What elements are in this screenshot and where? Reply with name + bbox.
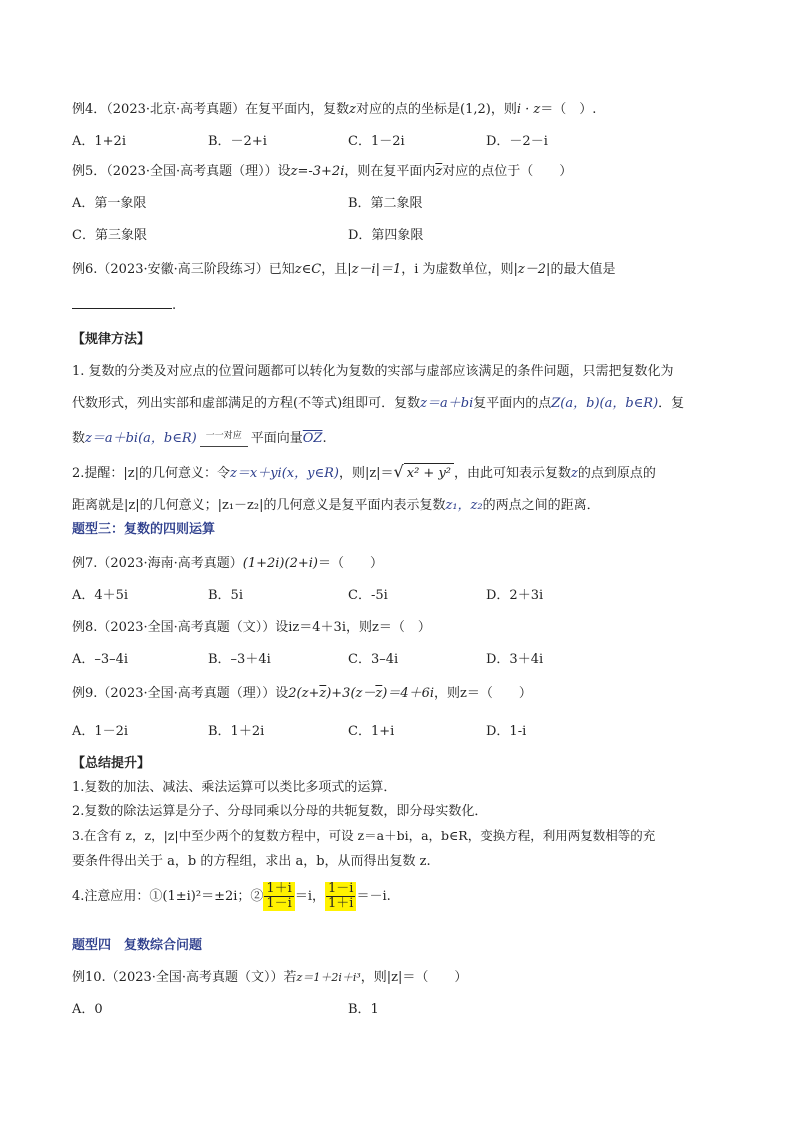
method-p1-line1: 1. 复数的分类及对应点的位置问题都可以转化为复数的实部与虚部应该满足的条件问题，只需把复数化为 bbox=[72, 364, 674, 379]
math-expr: |z－i|＝1 bbox=[347, 262, 402, 277]
option-d: D．第四象限 bbox=[348, 228, 424, 243]
text: ，则在复平面内 bbox=[344, 164, 436, 179]
math-conj: $\overline{z}$ bbox=[375, 686, 383, 701]
summary-line3b: 要条件得出关于 a，b 的方程组，求出 a，b，从而得出复数 z. bbox=[72, 854, 431, 869]
text: 例4．（2023·北京·高考真题）在复平面内，复数 bbox=[72, 102, 350, 117]
method-p2-line1 bbox=[72, 462, 656, 484]
option-b: B．–3＋4i bbox=[208, 652, 271, 667]
math-expr: 2(z+ bbox=[288, 686, 320, 701]
option-b: B．－2+i bbox=[208, 134, 267, 149]
summary-line4 bbox=[72, 882, 391, 912]
answer-blank-line bbox=[72, 296, 176, 316]
text: ，i 为虚数单位，则 bbox=[401, 262, 514, 277]
text: ＝（ ） bbox=[317, 556, 383, 571]
summary-line2: 2.复数的除法运算是分子、分母同乘以分母的共轭复数，即分母实数化． bbox=[72, 804, 488, 819]
sqrt-sign: √ bbox=[393, 462, 404, 481]
frac-num: 1－i bbox=[328, 881, 354, 896]
section-summary-title: 【总结提升】 bbox=[72, 756, 151, 771]
text: 例8.（2023·全国·高考真题（文））设 bbox=[72, 620, 289, 635]
example-5-stem bbox=[72, 162, 572, 182]
text: ，则 bbox=[490, 102, 517, 117]
example-8-stem bbox=[72, 618, 431, 638]
text: 例7.（2023·海南·高考真题） bbox=[72, 556, 243, 571]
text: ，则|z|＝（ ） bbox=[360, 970, 468, 985]
option-d: D．2＋3i bbox=[486, 588, 544, 603]
option-d: D．3＋4i bbox=[486, 652, 544, 667]
method-p2-line2 bbox=[72, 496, 600, 516]
text: . bbox=[322, 431, 327, 446]
text: 例5．（2023·全国·高考真题（理））设 bbox=[72, 164, 291, 179]
text: ＝－i. bbox=[356, 889, 391, 904]
text: ．复 bbox=[658, 396, 685, 411]
option-b: B．第二象限 bbox=[348, 196, 423, 211]
text: ，则|z|＝ bbox=[338, 466, 394, 481]
text: . bbox=[172, 298, 177, 313]
text: ，则z＝（ ） bbox=[434, 686, 532, 701]
text: ，且 bbox=[321, 262, 348, 277]
answer-blank bbox=[72, 296, 172, 309]
section-type4-title: 题型四 复数综合问题 bbox=[72, 938, 203, 953]
text: 复平面内的点 bbox=[473, 396, 552, 411]
text: ，则z＝（ ） bbox=[345, 620, 431, 635]
math-expr: Z(a，b)(a，b∈R) bbox=[551, 396, 659, 411]
section-method-title: 【规律方法】 bbox=[72, 332, 151, 347]
math-expr: z=-3+2i bbox=[290, 164, 345, 179]
option-c: C．1－2i bbox=[348, 134, 405, 149]
section-type3-title: 题型三：复数的四则运算 bbox=[72, 522, 216, 537]
option-c: C．-5i bbox=[348, 588, 388, 603]
example-7-stem bbox=[72, 554, 383, 574]
option-a: A．–3–4i bbox=[72, 652, 129, 667]
text: 2.提醒：|z|的几何意义：令 bbox=[72, 466, 231, 481]
fraction-2 bbox=[325, 882, 356, 911]
fraction-1 bbox=[263, 882, 294, 911]
text: ，由此可知表示复数 bbox=[454, 466, 572, 481]
math-conj: $\overline{z}$ bbox=[435, 164, 443, 179]
math-expr: )＝4＋6i bbox=[382, 686, 435, 701]
text: ＝（ ）. bbox=[540, 102, 597, 117]
option-c: C．3–4i bbox=[348, 652, 399, 667]
one-to-one-arrow: 一一对应 bbox=[200, 426, 248, 447]
math-expr: z＝x＋yi(x，y∈R) bbox=[230, 466, 339, 481]
math-expr: iz＝4＋3i bbox=[288, 620, 346, 635]
text: 数 bbox=[72, 431, 86, 446]
option-a: A．1－2i bbox=[72, 724, 129, 739]
text: 的点到原点的 bbox=[577, 466, 656, 481]
option-b: B．1 bbox=[348, 1002, 379, 1017]
math-var: z bbox=[349, 102, 356, 117]
method-p1-line3 bbox=[72, 426, 327, 449]
math-expr: (1+2i)(2+i) bbox=[242, 556, 318, 571]
option-c: C．第三象限 bbox=[72, 228, 147, 243]
math-var: z bbox=[571, 466, 578, 481]
option-d: D．1-i bbox=[486, 724, 527, 739]
text: 4.注意应用：①(1±i)²＝±2i；② bbox=[72, 889, 264, 904]
frac-den: 1－i bbox=[266, 896, 292, 911]
text: 距离就是|z|的几何意义；|z₁－z₂|的几何意义是复平面内表示复数 bbox=[72, 498, 446, 513]
math-expr: z＝a＋bi bbox=[420, 396, 474, 411]
math-vector: $\overline{OZ}$ bbox=[302, 431, 323, 446]
math-coord: (1,2) bbox=[460, 102, 491, 117]
text: 对应的点位于（ ） bbox=[442, 164, 573, 179]
math-expr: z＝a＋bi(a，b∈R) bbox=[85, 431, 197, 446]
text: ＝i， bbox=[294, 889, 326, 904]
option-a: A．第一象限 bbox=[72, 196, 147, 211]
frac-num: 1＋i bbox=[266, 881, 292, 896]
text: 平面向量 bbox=[250, 431, 303, 446]
math-expr: z₁，z₂ bbox=[445, 498, 483, 513]
text: 例9.（2023·全国·高考真题（理））设 bbox=[72, 686, 289, 701]
option-d: D．－2－i bbox=[486, 134, 548, 149]
text: 对应的点的坐标是 bbox=[355, 102, 460, 117]
summary-line1: 1.复数的加法、减法、乘法运算可以类比多项式的运算． bbox=[72, 780, 397, 795]
summary-line3a: 3.在含有 z，z，|z|中至少两个的复数方程中，可设 z＝a＋bi，a，b∈R，变换方程，利用两复数相等的充 bbox=[72, 828, 656, 843]
option-a: A．1+2i bbox=[72, 134, 126, 149]
math-expr: z∈C bbox=[294, 262, 322, 277]
text: 例6.（2023·安徽·高三阶段练习）已知 bbox=[72, 262, 295, 277]
math-expr: z＝1＋2i＋i³ bbox=[296, 971, 361, 984]
option-b: B．1＋2i bbox=[208, 724, 265, 739]
math-expr: i · z bbox=[516, 102, 541, 117]
example-9-stem bbox=[72, 684, 532, 704]
text: 代数形式，列出实部和虚部满足的方程(不等式)组即可．复数 bbox=[72, 396, 421, 411]
example-10-stem bbox=[72, 968, 467, 988]
example-4-stem bbox=[72, 100, 596, 120]
option-a: A．0 bbox=[72, 1002, 103, 1017]
math-expr: |z－2| bbox=[513, 262, 551, 277]
example-6-stem bbox=[72, 260, 615, 280]
option-b: B．5i bbox=[208, 588, 243, 603]
option-c: C．1+i bbox=[348, 724, 395, 739]
method-p1-line2 bbox=[72, 394, 684, 414]
text: 的最大值是 bbox=[550, 262, 616, 277]
text: 例10.（2023·全国·高考真题（文））若 bbox=[72, 970, 297, 985]
option-a: A．4＋5i bbox=[72, 588, 129, 603]
math-sqrt: x² + y² bbox=[404, 463, 454, 484]
math-expr: )+3(z－ bbox=[326, 686, 376, 701]
math-conj: $\overline{z}$ bbox=[319, 686, 327, 701]
frac-den: 1＋i bbox=[328, 896, 354, 911]
text: 的两点之间的距离． bbox=[482, 498, 600, 513]
